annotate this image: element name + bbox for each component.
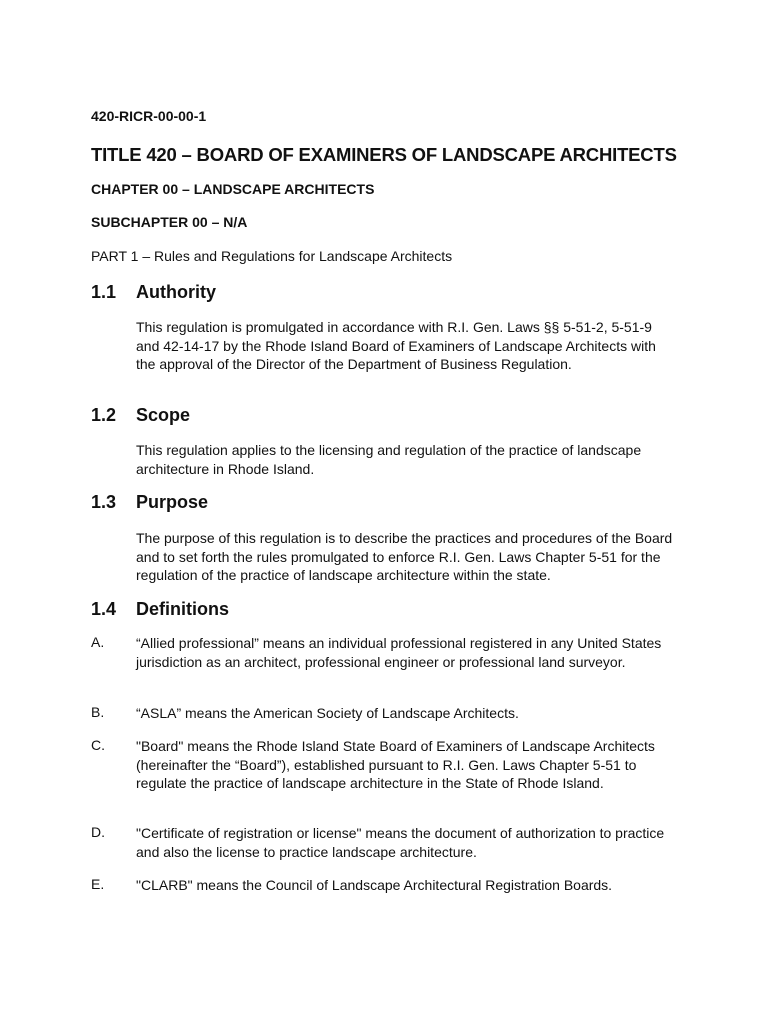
section-number-authority: 1.1 — [91, 282, 117, 302]
section-number-scope: 1.2 — [91, 405, 117, 425]
definition-letter: A. — [91, 634, 105, 650]
definition-asla: “ASLA” means the American Society of Landscape Architects. — [136, 705, 519, 721]
definition-letter: D. — [91, 824, 105, 840]
definition-clarb: "CLARB" means the Council of Landscape Architectural Registration Boards. — [136, 877, 613, 893]
section-number-purpose: 1.3 — [91, 492, 117, 512]
definition-allied-professional: “Allied professional” means an individual professional registered in any United States jurisdiction as an architect, professional engineer or professional land surveyor. — [136, 635, 662, 670]
page-title: TITLE 420 – BOARD OF EXAMINERS OF LANDSCAPE ARCHITECTS — [91, 144, 677, 165]
section-title-purpose: Purpose — [136, 492, 209, 512]
section-text-scope: This regulation applies to the licensing and regulation of the practice of landscape architecture in Rhode Island. — [136, 442, 642, 477]
section-text-purpose: The purpose of this regulation is to describe the practices and procedures of the Board and to set forth the rules promulgated to enforce R.I. Gen. Laws Chapter 5-51 for the regulation of the practice of landscape architecture within the state. — [136, 530, 673, 583]
subchapter-heading: SUBCHAPTER 00 – N/A — [91, 214, 248, 230]
definition-letter: B. — [91, 704, 105, 720]
section-number-definitions: 1.4 — [91, 599, 117, 619]
section-title-authority: Authority — [136, 282, 216, 302]
definition-board: "Board" means the Rhode Island State Board of Examiners of Landscape Architects (hereinafter the “Board”), established pursuant to R.I. Gen. Laws Chapter 5-51 to regulate the practice of landscape architecture in the State of Rhode Island. — [136, 738, 655, 791]
part-heading: PART 1 – Rules and Regulations for Landscape Architects — [91, 248, 453, 264]
section-text-authority: This regulation is promulgated in accordance with R.I. Gen. Laws §§ 5-51-2, 5-51-9 and 42-14-17 by the Rhode Island Board of Examiners of Landscape Architects with the approval of the Director of the Department of Business Regulation. — [136, 319, 656, 372]
section-title-definitions: Definitions — [136, 599, 229, 619]
definition-letter: C. — [91, 737, 105, 753]
chapter-heading: CHAPTER 00 – LANDSCAPE ARCHITECTS — [91, 181, 375, 197]
definition-letter: E. — [91, 876, 105, 892]
document-id: 420-RICR-00-00-1 — [91, 108, 207, 124]
section-title-scope: Scope — [136, 405, 191, 425]
definition-certificate: "Certificate of registration or license" means the document of authorization to practice and also the license to practice landscape architecture. — [136, 825, 665, 860]
